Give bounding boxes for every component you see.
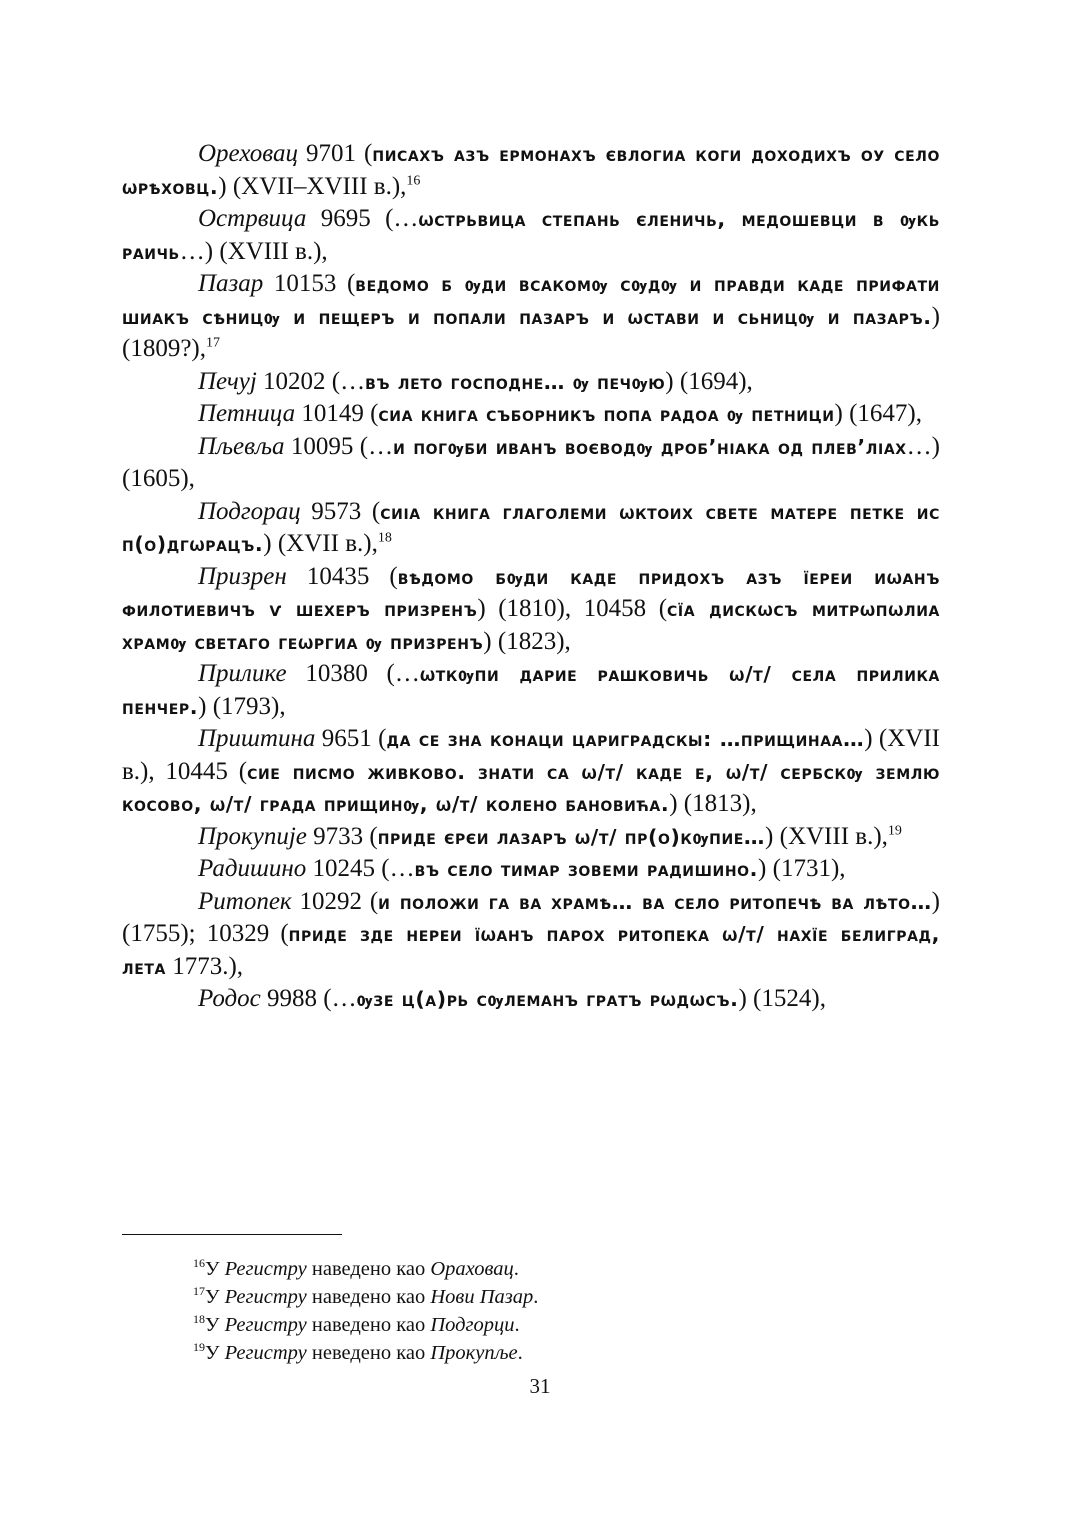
church-slavonic-quote: ѡткѹпи дарие рашковичь ѡ/т/ села прилика пенчер. (122, 662, 940, 719)
date-text: ) (1793), (198, 692, 286, 720)
main-text (122, 138, 940, 1016)
place-name: Печуј (198, 367, 257, 395)
date-text: ) (1694), (665, 367, 753, 395)
place-name: Подгорац (198, 497, 301, 525)
footnote-text: . (517, 1342, 523, 1364)
manuscript-number: 9695 (… (306, 205, 419, 232)
manuscript-number: 10380 (… (286, 660, 420, 687)
entry-paragraph (122, 561, 940, 659)
date-text: ) (1810), 10458 ( (477, 595, 668, 622)
place-name: Прилике (198, 660, 287, 687)
manuscript-number: 10095 (… (284, 432, 394, 460)
footnote-text: У (205, 1342, 225, 1364)
date-text: …) (XVIII в.), (179, 237, 328, 265)
manuscript-number: 10292 ( (291, 887, 379, 915)
date-text: ) (1823), (483, 627, 571, 655)
church-slavonic-quote: и положи га ва храмѣ… ва село ритопечѣ ва лѣто… (378, 889, 932, 914)
manuscript-number: 9733 ( (306, 822, 378, 850)
manuscript-number: 9701 ( (297, 140, 373, 167)
church-slavonic-quote: приде зде нереи їѡанъ парох ритопека ѡ/т/ нахїе белиград, лета (122, 922, 940, 979)
entry-paragraph (122, 853, 940, 886)
footnote-text: наведено као (306, 1286, 431, 1308)
entry-paragraph (122, 203, 940, 268)
footnote-text: наведено као (306, 1314, 431, 1336)
footnote-register: Регистру (224, 1342, 307, 1364)
place-name: Ореховац (198, 140, 298, 167)
entry-paragraph (122, 821, 940, 854)
footnote-text: У (205, 1258, 225, 1280)
footnote-register: Регистру (224, 1258, 307, 1280)
date-text: ) (1813), (669, 790, 757, 817)
footnote (193, 1339, 913, 1367)
footnote-text: неведено као (306, 1342, 431, 1364)
date-text: ) (XVII–XVIII в.), (218, 172, 407, 200)
footnote-ref: 19 (887, 823, 902, 839)
manuscript-number: 10149 ( (295, 400, 379, 427)
entry-paragraph (122, 886, 940, 984)
date-text: 1773.), (165, 952, 244, 980)
footnote-number: 19 (193, 1340, 205, 1355)
date-text: ) (1731), (758, 855, 846, 882)
church-slavonic-quote: сиа книга съборникъ попа радоа ѹ петници (378, 402, 835, 426)
footnote-number: 16 (193, 1256, 205, 1271)
footnote-name: Прокупље (430, 1342, 518, 1364)
place-name: Приштина (198, 725, 316, 752)
entry-paragraph (122, 496, 940, 561)
entry-paragraph (122, 658, 940, 723)
date-text: ) (1647), (834, 400, 922, 427)
church-slavonic-quote: ѡстрьвица степань єленичь, медошевци в ѹкь раичь (122, 207, 940, 264)
manuscript-number: 10153 ( (263, 270, 356, 297)
footnote-name: Подгорци (430, 1314, 515, 1336)
place-name: Призрен (198, 562, 287, 590)
date-text: ) (1755); 10329 ( (122, 887, 940, 947)
footnote-ref: 18 (377, 530, 392, 546)
church-slavonic-quote: приде єрєи лазаръ ѡ/т/ пр(о)кѹпие… (377, 824, 766, 849)
footnote-text: . (514, 1314, 520, 1336)
footnote-text: наведено као (306, 1258, 431, 1280)
church-slavonic-quote: вѣдомо бѹди каде придохъ азъ їереи иѡанъ филотиевичъ ѵ шехеръ призренъ (122, 564, 940, 621)
entry-paragraph (122, 268, 940, 366)
church-slavonic-quote: въ село тимар зовеми радишино. (414, 857, 759, 881)
place-name: Пазар (198, 270, 264, 297)
date-text: ) (XVII в.), 10445 ( (122, 725, 940, 785)
church-slavonic-quote: сїа дискѡсъ митрѡпѡлиа храмѹ светаго геѡргиа ѹ призренъ (122, 597, 940, 654)
footnote (193, 1255, 913, 1283)
manuscript-number: 9988 (… (260, 985, 357, 1012)
entry-paragraph (122, 983, 940, 1016)
footnote-text: У (205, 1314, 225, 1336)
footnote-name: Нови Пазар (430, 1286, 534, 1308)
footnote-name: Ораховац (430, 1258, 514, 1280)
footnote-text: . (533, 1286, 539, 1308)
manuscript-number: 9573 ( (300, 497, 381, 525)
footnote-number: 17 (193, 1284, 205, 1299)
place-name: Ритопек (198, 887, 292, 915)
footnote-number: 18 (193, 1312, 205, 1327)
place-name: Радишино (198, 855, 307, 882)
church-slavonic-quote: и погѹби иванъ воєводѹ дроб’нıака од плев’лıах (393, 434, 907, 459)
page-number: 31 (529, 1374, 551, 1398)
manuscript-number: 10435 ( (286, 562, 398, 590)
place-name: Родос (198, 985, 261, 1012)
church-slavonic-quote: ѹзе ц(а)рь сѹлеманъ гратъ рѡдѡсъ. (356, 987, 739, 1011)
church-slavonic-quote: писахъ азъ ермонахъ євлогиа коги доходихъ оу село ѡрѣховц. (122, 142, 940, 199)
place-name: Острвица (198, 205, 307, 232)
footnote-text: У (205, 1286, 225, 1308)
footnotes (193, 1255, 913, 1367)
church-slavonic-quote: сиıа книга глаголеми ѡктоих свете матере петке ис п(о)дгѡрацъ. (122, 499, 941, 556)
footnote-register: Регистру (224, 1314, 307, 1336)
manuscript-number: 10245 (… (306, 855, 415, 882)
church-slavonic-quote: въ лето господне… ѹ печѹю (365, 369, 666, 394)
place-name: Петница (198, 400, 296, 427)
date-text: ) (XVIII в.), (765, 822, 888, 850)
church-slavonic-quote: ведомо б ѹди всакомѹ сѹдѹ и правди каде прифати шиакъ сѣницѹ и пещеръ и попали пазаръ и ѡстави и сьницѹ и пазаръ. (122, 272, 940, 329)
footnote-separator (122, 1234, 342, 1235)
entry-paragraph (122, 366, 940, 399)
date-text: ) (XVII в.), (263, 530, 378, 557)
footnote-ref: 16 (406, 173, 421, 189)
church-slavonic-quote: сие писмо живково. знати са ѡ/т/ каде е, ѡ/т/ сербскѹ землю косово, ѡ/т/ града прищинѹ, ѡ/т/ колено бановића. (122, 759, 940, 816)
footnote (193, 1311, 913, 1339)
entry-paragraph (122, 398, 940, 431)
church-slavonic-quote: да се зна конаци цариградскы: …прищинаа… (386, 727, 865, 751)
place-name: Прокупије (198, 822, 307, 850)
date-text: ) (1809?), (122, 302, 940, 362)
entry-paragraph (122, 723, 940, 821)
date-text: …) (1605), (122, 432, 940, 492)
date-text: ) (1524), (738, 985, 826, 1012)
entry-paragraph (122, 138, 940, 203)
footnote-ref: 17 (206, 335, 220, 351)
place-name: Пљевља (198, 432, 285, 460)
entry-paragraph (122, 431, 940, 496)
footnote-register: Регистру (224, 1286, 307, 1308)
manuscript-number: 9651 ( (315, 725, 387, 752)
footnote (193, 1283, 913, 1311)
footnote-text: . (513, 1258, 519, 1280)
manuscript-number: 10202 (… (256, 367, 366, 395)
